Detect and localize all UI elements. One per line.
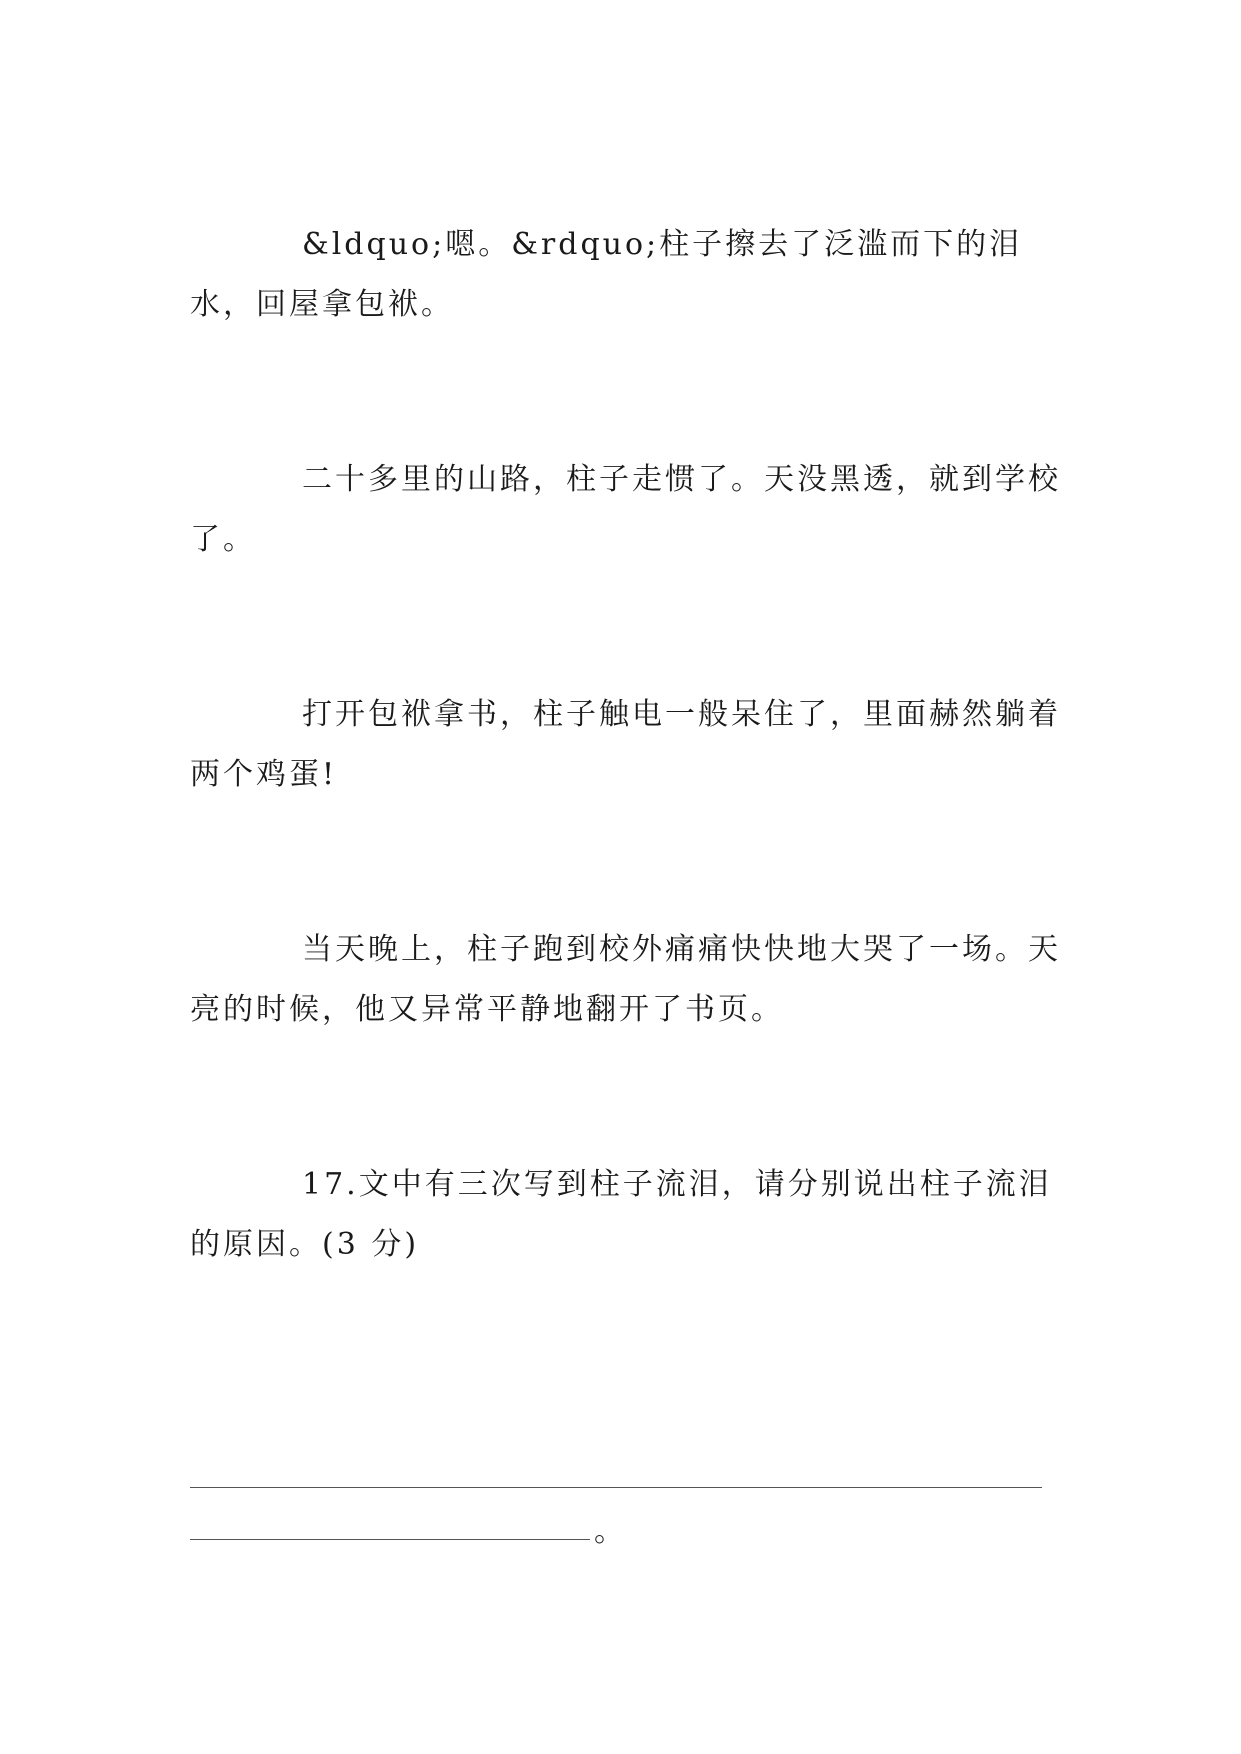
- paragraph-4: 当天晚上，柱子跑到校外痛痛快快地大哭了一场。天亮的时候，他又异常平静地翻开了书页。: [190, 932, 1061, 1027]
- answer-line-1: [190, 1487, 1042, 1488]
- answer-end-mark: 。: [594, 1514, 624, 1549]
- paragraph-1: &ldquo;嗯。&rdquo;柱子擦去了泛滥而下的泪水，回屋拿包袱。: [190, 227, 1023, 322]
- question-17: 17.文中有三次写到柱子流泪，请分别说出柱子流泪的原因。(3 分): [190, 1167, 1052, 1262]
- answer-line-2: [190, 1539, 590, 1540]
- paragraph-2: 二十多里的山路，柱子走惯了。天没黑透，就到学校了。: [190, 462, 1061, 557]
- paragraph-3: 打开包袱拿书，柱子触电一般呆住了，里面赫然躺着两个鸡蛋!: [190, 697, 1061, 792]
